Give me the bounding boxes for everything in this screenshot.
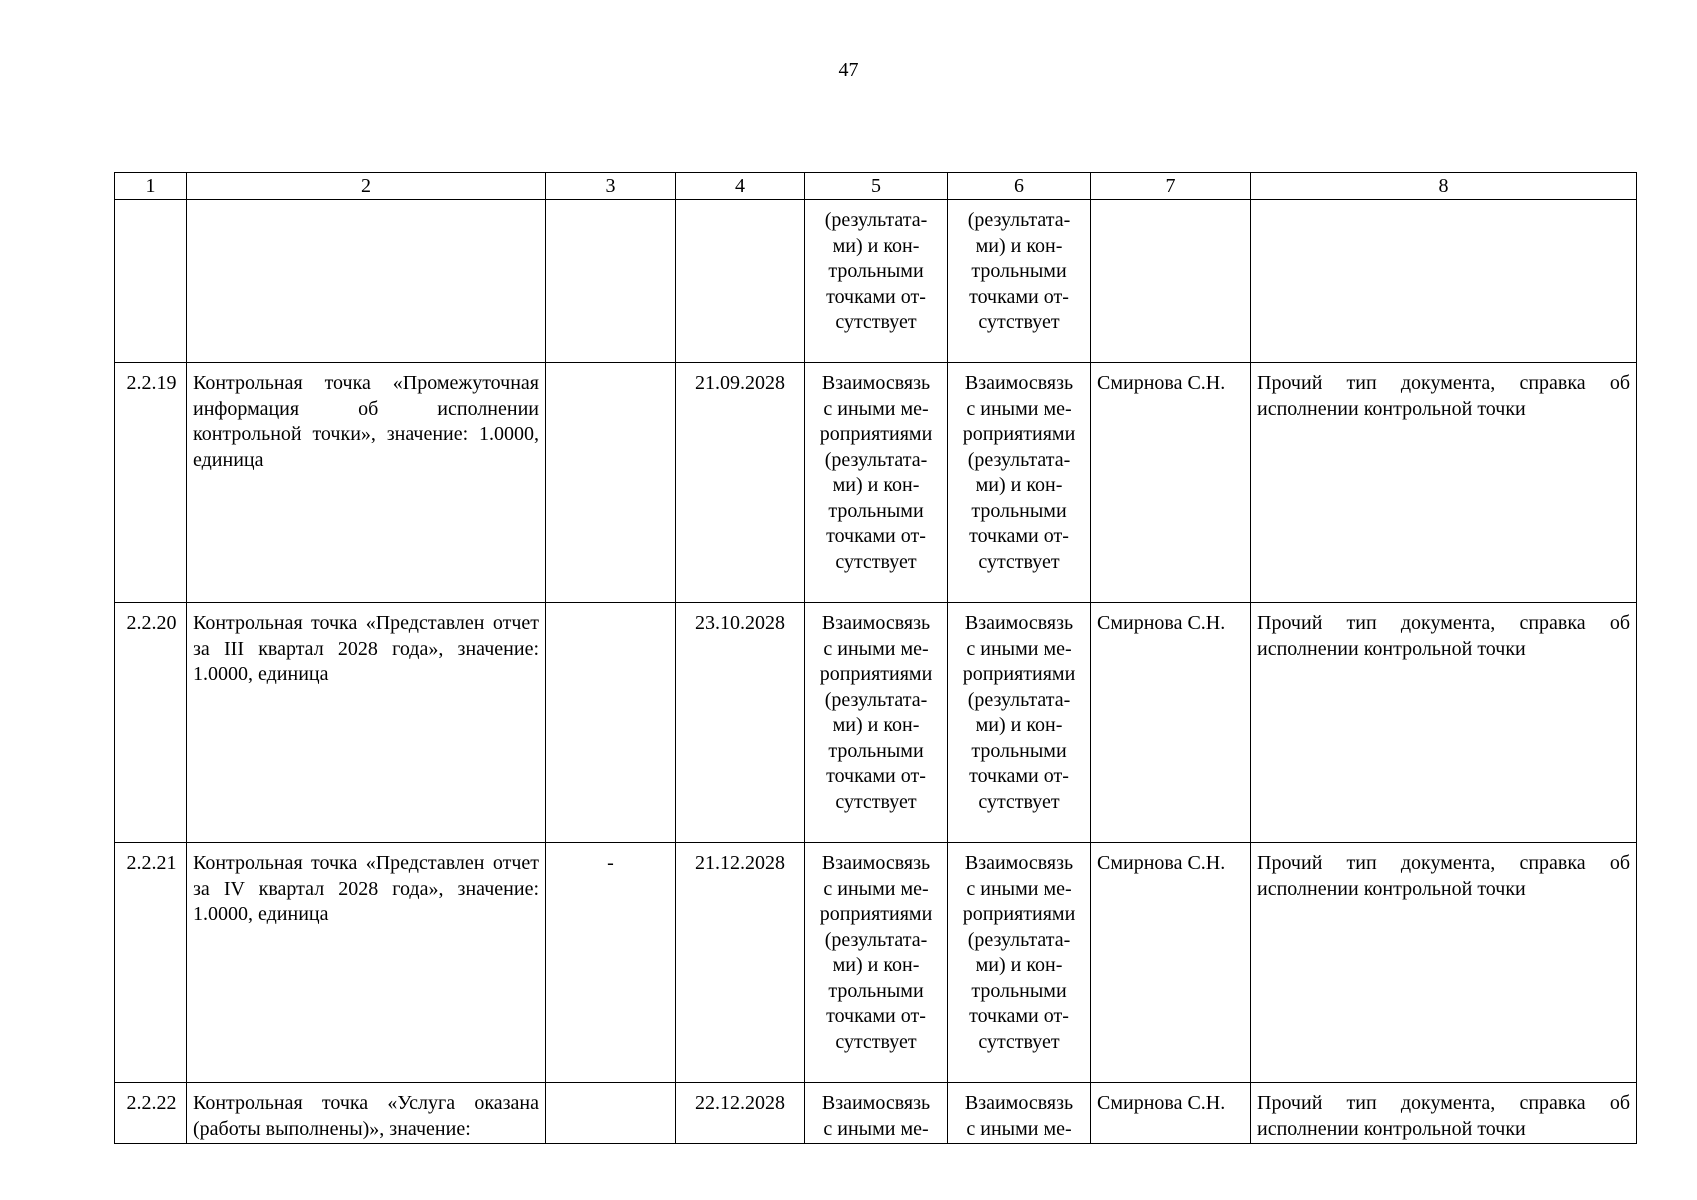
relation-line: (результата- [967,209,1071,231]
relation-cell-col5 [805,363,948,603]
relation-line: с иными ме- [966,877,1072,900]
table-row [115,363,1637,603]
header-cell-5: 5 [805,173,948,200]
item-document: Прочий тип документа, справка об исполнении контрольной точки [1251,363,1637,603]
relation-line: с иными ме- [966,637,1072,660]
table-row-continuation [115,200,1637,363]
relation-line: трольными [828,739,924,762]
item-col3 [546,1083,676,1144]
relation-line: Взаимосвязь [964,852,1074,874]
item-document: Прочий тип документа, справка об исполнении контрольной точки [1251,843,1637,1083]
relation-cell-col6 [948,603,1091,843]
item-name: Контрольная точка «Услуга оказана (работы выполнены)», значение: [187,1083,546,1144]
relation-line: (результата- [824,209,928,231]
relation-line: сутствует [835,1030,917,1053]
page-number: 47 [838,59,859,81]
relation-cell-col6 [948,843,1091,1083]
header-cell-2: 2 [187,173,546,200]
relation-line: роприятиями [962,903,1076,925]
relation-line: роприятиями [962,663,1076,685]
item-responsible: Смирнова С.Н. [1091,603,1251,843]
relation-line: трольными [828,979,924,1002]
relation-cell-col5 [805,603,948,843]
item-number: 2.2.21 [115,843,187,1083]
item-name: Контрольная точка «Промежуточная информация об исполнении контрольной точки», значение: 1.0000, единица [187,363,546,603]
relation-line: трольными [971,499,1067,522]
relation-line: ми) и кон- [832,474,920,496]
header-cell-4: 4 [676,173,805,200]
relation-line: с иными ме- [823,877,929,900]
header-cell-7: 7 [1091,173,1251,200]
item-number: 2.2.22 [115,1083,187,1144]
relation-line: роприятиями [819,423,933,445]
relation-line: сутствует [978,790,1060,813]
relation-cell-col6 [948,1083,1091,1144]
relation-line: с иными ме- [823,397,929,420]
relation-line: (результата- [824,448,928,471]
relation-line: ми) и кон- [832,954,920,976]
item-number: 2.2.20 [115,603,187,843]
item-col3 [546,603,676,843]
relation-line: Взаимосвязь [964,612,1074,634]
relation-line: сутствует [835,550,917,573]
relation-line: (результата- [967,448,1071,471]
cell-empty [676,200,805,363]
relation-line: сутствует [978,1030,1060,1053]
item-date: 21.09.2028 [676,363,805,603]
relation-line: точками от- [826,285,926,308]
relation-line: трольными [971,260,1067,282]
relation-line: ми) и кон- [832,714,920,736]
item-date: 22.12.2028 [676,1083,805,1144]
item-name: Контрольная точка «Представлен отчет за III квартал 2028 года», значение: 1.0000, единица [187,603,546,843]
relation-line: сутствует [978,550,1060,573]
relation-line: трольными [828,260,924,282]
relation-line: ми) и кон- [832,234,920,257]
header-cell-3: 3 [546,173,676,200]
relation-line: Взаимосвязь [821,372,931,394]
relation-line: (результата- [967,928,1071,951]
cell-empty [1091,200,1251,363]
relation-line: трольными [971,739,1067,762]
relation-line: Взаимосвязь [964,1092,1074,1114]
item-col3 [546,363,676,603]
relation-cell-col6 [948,363,1091,603]
item-number: 2.2.19 [115,363,187,603]
relation-line: трольными [828,499,924,522]
relation-cell-col6 [948,200,1091,363]
header-cell-6: 6 [948,173,1091,200]
relation-line: роприятиями [819,903,933,925]
cell-empty [187,200,546,363]
item-responsible: Смирнова С.Н. [1091,1083,1251,1144]
activities-table [114,172,1637,1144]
relation-line: сутствует [835,311,917,333]
relation-line: (результата- [824,688,928,711]
relation-cell-col5 [805,843,948,1083]
relation-line: Взаимосвязь [821,852,931,874]
table-header-row [115,173,1637,200]
relation-line: трольными [971,979,1067,1002]
header-cell-8: 8 [1251,173,1637,200]
item-col3: - [546,843,676,1083]
cell-empty [1251,200,1637,363]
relation-line: точками от- [826,765,926,787]
relation-line: с иными ме- [966,397,1072,420]
relation-line: с иными ме- [966,1117,1072,1140]
relation-line: ми) и кон- [975,714,1063,736]
cell-empty [546,200,676,363]
relation-line: роприятиями [819,663,933,685]
item-date: 21.12.2028 [676,843,805,1083]
relation-line: точками от- [969,525,1069,547]
relation-line: с иными ме- [823,1117,929,1140]
relation-line: (результата- [967,688,1071,711]
relation-line: точками от- [969,765,1069,787]
relation-cell-col5 [805,200,948,363]
cell-empty [115,200,187,363]
relation-line: точками от- [826,525,926,547]
relation-line: Взаимосвязь [964,372,1074,394]
item-document: Прочий тип документа, справка об исполнении контрольной точки [1251,603,1637,843]
item-responsible: Смирнова С.Н. [1091,363,1251,603]
table-row [115,1083,1637,1144]
relation-line: Взаимосвязь [821,1092,931,1114]
relation-line: точками от- [969,285,1069,308]
item-date: 23.10.2028 [676,603,805,843]
table-row [115,843,1637,1083]
item-name: Контрольная точка «Представлен отчет за IV квартал 2028 года», значение: 1.0000, единица [187,843,546,1083]
header-cell-1: 1 [115,173,187,200]
table-row [115,603,1637,843]
item-responsible: Смирнова С.Н. [1091,843,1251,1083]
relation-line: сутствует [835,790,917,813]
relation-line: Взаимосвязь [821,612,931,634]
relation-line: точками от- [969,1005,1069,1027]
relation-line: (результата- [824,928,928,951]
relation-line: ми) и кон- [975,234,1063,257]
relation-line: ми) и кон- [975,474,1063,496]
relation-cell-col5 [805,1083,948,1144]
relation-line: точками от- [826,1005,926,1027]
relation-line: роприятиями [962,423,1076,445]
item-document: Прочий тип документа, справка об исполнении контрольной точки [1251,1083,1637,1144]
relation-line: ми) и кон- [975,954,1063,976]
relation-line: с иными ме- [823,637,929,660]
relation-line: сутствует [978,311,1060,333]
